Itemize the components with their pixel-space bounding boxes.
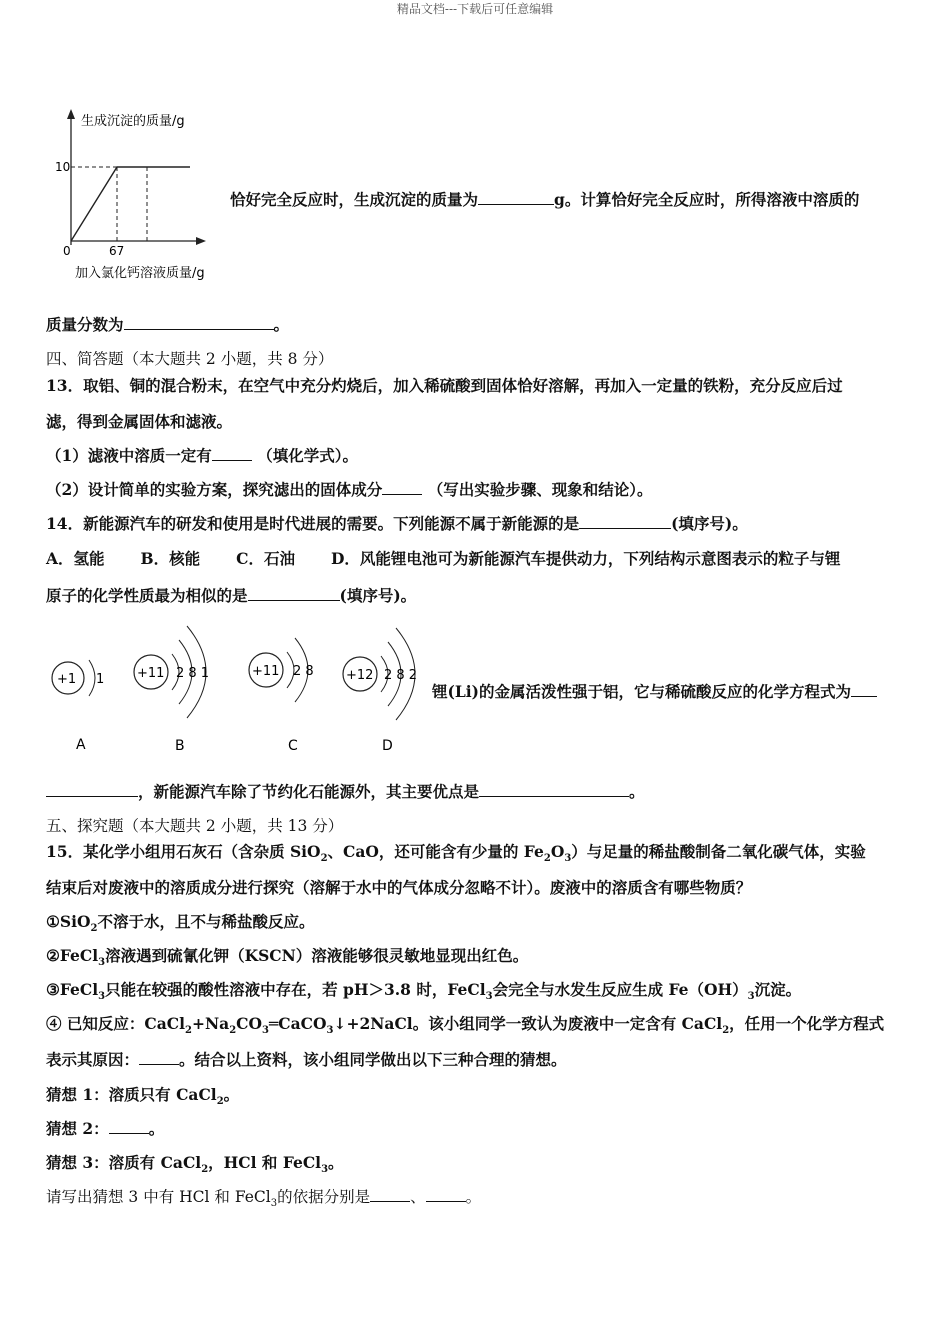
option-a: A．氢能	[46, 549, 105, 568]
section-5-title: 五、探究题（本大题共 2 小题，共 13 分）	[46, 817, 344, 835]
q15-last: 请写出猜想 3 中有 HCl 和 FeCl$_3$的依据分别是 、 。	[46, 1188, 482, 1210]
answer-blank[interactable]	[248, 586, 340, 601]
q15-info3: ③FeCl$_3$只能在较强的酸性溶液中存在，若 pH＞3.8 时，FeCl$_3$会完全与水发生反应生成 $Fe(OH)_3$沉淀。	[46, 980, 802, 1003]
answer-blank[interactable]	[579, 514, 671, 529]
section-4-title: 四、简答题（本大题共 2 小题，共 8 分）	[46, 350, 334, 368]
q15-info5: 表示其原因： 。结合以上资料，该小组同学做出以下三种合理的猜想。	[46, 1050, 567, 1069]
q12-line2: 质量分数为 。	[46, 315, 290, 334]
q15-info1: ①SiO$_2$不溶于水，且不与稀盐酸反应。	[46, 912, 315, 935]
answer-blank[interactable]	[426, 1187, 466, 1202]
svg-text:D: D	[382, 738, 393, 754]
atom-a	[52, 660, 104, 753]
atom-diagrams	[45, 612, 430, 762]
svg-text:+12: +12	[346, 668, 374, 683]
q12-line1: 恰好完全反应时，生成沉淀的质量为 g。计算恰好完全反应时，所得溶液中溶质的	[230, 190, 860, 209]
answer-blank[interactable]	[370, 1187, 410, 1202]
svg-text:+11: +11	[137, 666, 165, 681]
atom-c	[249, 638, 314, 754]
svg-text:B: B	[175, 738, 185, 754]
answer-blank[interactable]	[109, 1119, 149, 1134]
svg-text:C: C	[288, 738, 298, 754]
q14-line1: 14．新能源汽车的研发和使用是时代进展的需要。下列能源不属于新能源的是 (填序号)。	[46, 514, 748, 533]
q15-info4: ④ 已知反应：$CaCl_2+Na_2CO_3═CaCO_3↓+2NaCl$。该小组同学一致认为废液中一定含有 CaCl$_2$，任用一个化学方程式	[46, 1014, 885, 1037]
answer-blank[interactable]	[851, 682, 877, 697]
y-tick-label: 10	[55, 160, 71, 174]
x-tick-label: 67	[109, 244, 125, 258]
svg-text:1: 1	[96, 672, 105, 687]
answer-blank[interactable]	[479, 782, 629, 797]
y-axis-arrow	[67, 109, 75, 119]
x-axis-arrow	[196, 237, 206, 245]
svg-text:2 8: 2 8	[293, 664, 314, 679]
svg-text:2 8 1: 2 8 1	[176, 666, 210, 681]
q14-line5: ，新能源汽车除了节约化石能源外，其主要优点是 。	[46, 780, 645, 802]
data-line	[71, 167, 190, 241]
svg-text:2 8 2: 2 8 2	[384, 668, 418, 683]
option-d: D．风能锂电池可为新能源汽车提供动力，下列结构示意图表示的粒子与锂	[330, 549, 841, 568]
option-c: C．石油	[236, 549, 295, 568]
q13-line2: 滤，得到金属固体和滤液。	[46, 412, 233, 431]
q13-part1: （1）滤液中溶质一定有 （填化学式）。	[46, 446, 358, 465]
answer-blank[interactable]	[46, 782, 138, 797]
q14-options	[46, 547, 840, 569]
answer-blank[interactable]	[478, 190, 554, 205]
q13-line1: 13．取铝、铜的混合粉末，在空气中充分灼烧后，加入稀硫酸到固体恰好溶解，再加入一定量的铁粉，充分反应后过	[46, 376, 843, 395]
svg-text:A: A	[76, 737, 86, 753]
precipitate-graph	[45, 105, 230, 290]
q15-line1: 15．某化学小组用石灰石（含杂质 SiO$_2$、CaO，还可能含有少量的 $Fe_2O_3$）与足量的稀盐酸制备二氧化碳气体，实验	[46, 842, 866, 865]
answer-blank[interactable]	[124, 315, 274, 330]
q15-guess1: 猜想 1：溶质只有 CaCl$_2$。	[46, 1085, 240, 1108]
q14-li-line: 锂(Li)的金属活泼性强于铝，它与稀硫酸反应的化学方程式为	[432, 680, 877, 702]
q14-line3: 原子的化学性质最为相似的是 (填序号)。	[46, 586, 417, 605]
q15-guess2: 猜想 2： 。	[46, 1119, 165, 1138]
atom-d	[343, 628, 417, 754]
x-axis-label: 加入氯化钙溶液质量/g	[75, 266, 205, 281]
origin-label: 0	[63, 244, 71, 258]
answer-blank[interactable]	[139, 1050, 179, 1065]
q15-info2: ②FeCl$_3$溶液遇到硫氰化钾（KSCN）溶液能够很灵敏地显现出红色。	[46, 946, 529, 969]
atom-b	[134, 626, 209, 754]
y-axis-label: 生成沉淀的质量/g	[81, 114, 185, 129]
svg-text:+11: +11	[252, 664, 280, 679]
answer-blank[interactable]	[212, 446, 252, 461]
q15-guess3: 猜想 3：溶质有 CaCl$_2$，HCl 和 FeCl$_3$。	[46, 1153, 344, 1176]
q15-line2: 结束后对废液中的溶质成分进行探究（溶解于水中的气体成分忽略不计）。废液中的溶质含有哪些物质？	[46, 878, 752, 897]
svg-text:+1: +1	[57, 672, 77, 687]
option-b: B．核能	[140, 549, 201, 568]
page-header: 精品文档---下载后可任意编辑	[396, 2, 554, 16]
answer-blank[interactable]	[382, 480, 422, 495]
q13-part2: （2）设计简单的实验方案，探究滤出的固体成分 （写出实验步骤、现象和结论）。	[46, 480, 653, 499]
